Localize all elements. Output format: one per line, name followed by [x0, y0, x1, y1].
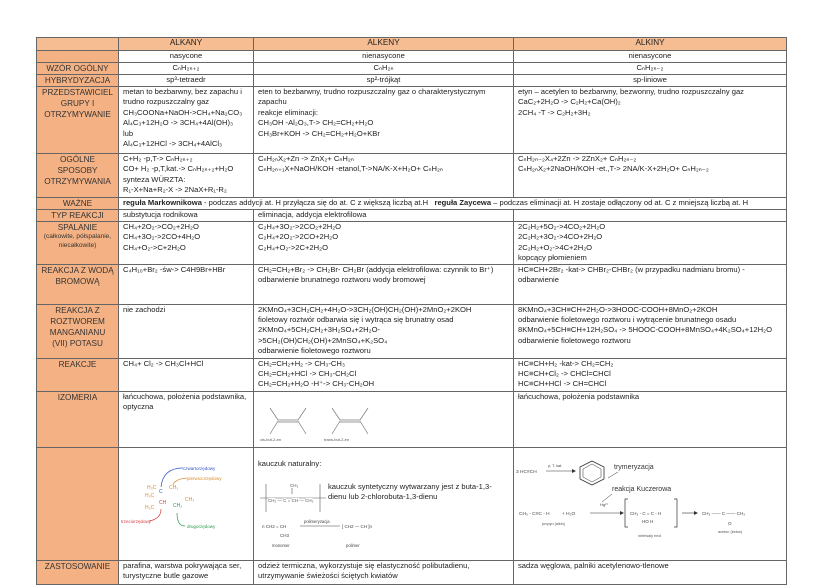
acetylene-substrate: 3 HC≡CH — [516, 469, 537, 475]
row-label: TYP REAKCJI — [37, 210, 119, 222]
row-label: HYBRYDYZACJA — [37, 75, 119, 87]
svg-text:H₃C: H₃C — [145, 504, 155, 511]
rules-cell — [119, 198, 787, 210]
cell-alkany: CH₄+2O₂->CO₂+2H₂O CH₄+3O₂->2CO+4H₂O CH₄+O₂->C+2H₂O — [119, 222, 254, 265]
mercury-catalyst: Hg²⁺ — [600, 501, 609, 507]
svg-text:CH₃: CH₃ — [290, 482, 299, 488]
synthetic-rubber-text: kauczuk syntetyczny wytwarzany jest z buta-1,3-dienu lub 2-chlorobuta-1,3-dienu — [328, 481, 492, 502]
cell-alkiny: etyn – acetylen to bezbarwny, bezwonny, trudno rozpuszczalny gaz CaC₂+2H₂O -> C₂H₂+Ca(OH)₂ 2CH₄ -T -> C₂H₂+3H₂ — [514, 87, 787, 154]
label-empty — [37, 448, 119, 561]
svg-text:CH₂ — C = CH — CH₂: CH₂ — C = CH — CH₂ — [268, 497, 314, 503]
trimerization-conditions: p, T, kat. — [548, 463, 563, 468]
svg-text:n CH2 = CH: n CH2 = CH — [262, 523, 287, 529]
svg-text:CH: CH — [159, 499, 167, 506]
cell-alkeny-isomers — [254, 391, 514, 448]
cell-alkeny: CH₂=CH₂+H₂ -> CH₃-CH₃ CH₂=CH₂+HCl -> CH₃-CH₂Cl CH₂=CH₂+H₂O -H⁺-> CH₃-CH₂OH — [254, 358, 514, 391]
alkany-carbon-order-diagram — [119, 448, 254, 561]
natural-rubber-label: kauczuk naturalny: — [258, 458, 322, 468]
row-diagramy — [37, 448, 787, 561]
cell-alkany: metan to bezbarwny, bez zapachu i trudno rozpuszczalny gaz CH₃COONa+NaOH->CH₄+Na₂CO₃ Al₄C₃+12H₂O -> 3CH₄+4Al(OH)₃ lub Al₄C₃+12HCl -> 3CH₄+4AlCl₃ — [119, 87, 254, 154]
row-label — [37, 222, 119, 265]
cell-alkeny: eliminacja, addycja elektrofilowa — [254, 210, 514, 222]
row-bromowa — [37, 264, 787, 304]
hydrocarbons-table — [36, 37, 787, 585]
row-izomeria — [37, 391, 787, 448]
header-empty — [37, 38, 119, 51]
cell-alkeny: CH₂=CH₂+Br₂ -> CH₂Br- CH₂Br (addycja elektrofilowa: czynnik to Br⁺) odbarwienie brunatnego roztworu wody bromowej — [254, 264, 514, 304]
quaternary-label: czwartorzędowy — [183, 465, 216, 471]
header-alkany: ALKANY — [119, 38, 254, 51]
cell-alkany: CₙH₂ₙ₊₂ — [119, 63, 254, 75]
row-wazne — [37, 198, 787, 210]
cell-alkeny: C₂H₄+3O₂->2CO₂+2H₂O C₂H₄+2O₂->2CO+2H₂O C₂H₄+O₂->2C+2H₂O — [254, 222, 514, 265]
cell-alkeny: CₙH₂ₙ — [254, 63, 514, 75]
cell-alkiny: sadza węglowa, palniki acetylenowo-tlenowe — [514, 561, 787, 585]
svg-text:H₃C: H₃C — [145, 492, 155, 499]
row-zastosowanie — [37, 561, 787, 585]
row-typ — [37, 210, 787, 222]
propyne-formula: CH₃ - C≡C - H — [519, 511, 550, 517]
cell-alkeny: eten to bezbarwny, trudno rozpuszczalny gaz o charakterystycznym zapachu reakcje eliminacji: CH₃OH -Al₂O₃,T-> CH₂=CH₂+H₂O CH₃Br+KOH -> CH₂=CH₂+H₂O+KBr — [254, 87, 514, 154]
markownikow-rule-title: reguła Markownikowa — [123, 198, 202, 207]
tertiary-label: trzeciorzędowy — [121, 518, 152, 524]
label-sub: (całkowite, półspalanie, niecałkowite) — [43, 233, 112, 249]
cell-alkiny: 8KMnO₄+3CH≡CH+2H₂O->3HOOC-COOH+8MnO₂+2KOH odbarwienie fioletowego roztworu i wytrącenie brunatnego osadu 8KMnO₄+5CH≡CH+12H₂SO₄ -> 5HOOC-COOH+8MnSO₄+4K₂SO₄+12H₂O odbarwienie fioletowego roztworu — [514, 304, 787, 358]
cell-alkiny: CₙH₂ₙ₋₂ — [514, 63, 787, 75]
row-label: REAKCJE — [37, 358, 119, 391]
water-reagent: + H₂O — [562, 511, 576, 517]
label-empty — [37, 51, 119, 63]
markownikow-rule-text: - podczas addycji at. H przyłącza się do at. C z większą liczbą at.H — [201, 198, 429, 207]
alkeny-rubber-cell — [254, 448, 514, 561]
polymerization-diagram — [258, 516, 418, 550]
isooctane-structure — [145, 485, 194, 511]
cell-alkany: nasycone — [119, 51, 254, 63]
row-nasycenie — [37, 51, 787, 63]
cis-label: cis-but-2-en — [260, 437, 282, 443]
row-label: PRZEDSTAWICIEL GRUPY I OTRZYMYWANIE — [37, 87, 119, 154]
monomer-label: monomer — [272, 542, 290, 548]
propyne-label: propyn (alkin) — [542, 521, 566, 526]
cell-alkiny: CₙH₂ₙ₋₂X₄+2Zn -> 2ZnX₂+ CₙH₂ₙ₋₂ CₙH₂ₙX₂+2NaOH/KOH -et.,T-> 2NA/K-X+2H₂O+ CₙH₂ₙ₋₂ — [514, 154, 787, 198]
row-label: ZASTOSOWANIE — [37, 561, 119, 585]
polymer-label: polimer — [346, 542, 360, 548]
cell-alkiny: HC≡CH+2Br₂ -kat-> CHBr₂-CHBr₂ (w przypadku nadmiaru bromu) - odbarwienie — [514, 264, 787, 304]
label-main: SPALANIE — [57, 223, 98, 232]
benzene-ring-icon — [580, 461, 604, 485]
cell-alkany: C+H₂ -p,T-> CₙH₂ₙ₊₂ CO+ H₂ -p,T,kat.-> CₙH₂ₙ₊₂+H₂O synteza WÜRZTA: R₁-X+Na+R₂-X -> 2NaX+R₁-R₂ — [119, 154, 254, 198]
cell-alkany: sp³-tetraedr — [119, 75, 254, 87]
cis-trans-diagram — [254, 402, 512, 444]
header-row — [37, 38, 787, 51]
row-wzor — [37, 63, 787, 75]
polymerization-label: polimeryzacja — [304, 518, 330, 524]
cell-alkiny: 2C₂H₂+5O₂->4CO₂+2H₂O 2C₂H₂+3O₂->4CO+2H₂O 2C₂H₂+O₂->4C+2H₂O kopcący płomieniem — [514, 222, 787, 265]
cell-alkany: parafina, warstwa pokrywająca ser, turystyczne butle gazowe — [119, 561, 254, 585]
secondary-label: drugorzędowy — [187, 523, 216, 529]
cell-alkany: łańcuchowa, położenia podstawnika, optyczna — [119, 391, 254, 448]
acetone-label: aceton (keton) — [718, 529, 743, 534]
svg-text:H₃C: H₃C — [147, 484, 157, 491]
cell-alkeny: sp²-trójkąt — [254, 75, 514, 87]
primary-label: pierwszorzędowy — [187, 475, 222, 481]
row-hybrydyzacja — [37, 75, 787, 87]
svg-text:[ CH2 — CH ]n: [ CH2 — CH ]n — [342, 523, 373, 529]
row-label: REAKCJA Z ROZTWOREM MANGANIANU (VII) POTASU — [37, 304, 119, 358]
trimerization-label: trymeryzacja — [614, 463, 654, 471]
cell-alkiny: łańcuchowa, położenia podstawnika — [514, 391, 787, 448]
row-manganian — [37, 304, 787, 358]
svg-text:CH₃: CH₃ — [185, 496, 195, 503]
svg-text:CH₃ - C = C - H: CH₃ - C = C - H — [630, 510, 662, 516]
row-reakcje — [37, 358, 787, 391]
svg-text:HO H: HO H — [642, 518, 654, 524]
row-label: REAKCJA Z WODĄ BROMOWĄ — [37, 264, 119, 304]
zaycew-rule-title: reguła Zaycewa — [434, 198, 492, 207]
cell-alkany: nie zachodzi — [119, 304, 254, 358]
natural-rubber-structure — [258, 480, 328, 516]
zaycew-rule-text: – podczas eliminacji at. H zostaje odłączony od at. C z mniejszą liczbą at. H — [491, 198, 749, 207]
svg-text:CH₃: CH₃ — [169, 484, 179, 491]
header-alkeny: ALKENY — [254, 38, 514, 51]
svg-text:O: O — [728, 520, 732, 526]
row-przedstawiciel — [37, 87, 787, 154]
cell-alkeny: nienasycone — [254, 51, 514, 63]
alkiny-reactions-diagram — [514, 448, 787, 561]
row-label: OGÓLNE SPOSOBY OTRZYMYWANIA — [37, 154, 119, 198]
cell-alkeny: CₙH₂ₙX₂+Zn -> ZnX₂+ CₙH₂ₙ CₙH₂ₙ₊₁X+NaOH/KOH -etanol,T->NA/K-X+H₂O+ CₙH₂ₙ — [254, 154, 514, 198]
cell-alkeny: 2KMnO₄+3CH₂CH₂+4H₂O->3CH₂(OH)CH₂(OH)+2MnO₂+2KOH fioletowy roztwór odbarwia się i wytrąca się brunatny osad 2KMnO₄+5CH₂CH₂+3H₂SO₄+2H₂O- >5CH₂(OH)CH₂(OH)+2MnSO₄+K₂SO₄ odbarwienie fioletowego roztworu — [254, 304, 514, 358]
cell-alkany: CH₄+ Cl₂ -> CH₃Cl+HCl — [119, 358, 254, 391]
cell-alkiny — [514, 210, 787, 222]
cell-alkiny: sp-liniowe — [514, 75, 787, 87]
svg-text:CH₃ —— C —— CH₃: CH₃ —— C —— CH₃ — [702, 510, 745, 516]
cell-alkiny: HC≡CH+H₂ -kat-> CH₂=CH₂ HC≡CH+Cl₂ -> CHCl=CHCl HC≡CH+HCl -> CH=CHCl — [514, 358, 787, 391]
enol-label: nietrwały enol — [638, 533, 662, 538]
cell-alkany: substytucja rodnikowa — [119, 210, 254, 222]
row-label: IZOMERIA — [37, 391, 119, 448]
svg-text:CH3: CH3 — [280, 532, 290, 538]
row-label: WAŻNE — [37, 198, 119, 210]
svg-text:C: C — [159, 488, 163, 495]
kucherov-label: reakcja Kuczerowa — [612, 485, 672, 493]
cell-alkiny: nienasycone — [514, 51, 787, 63]
trans-label: trans-but-2-en — [324, 437, 350, 443]
row-spalanie — [37, 222, 787, 265]
row-sposoby — [37, 154, 787, 198]
cell-alkeny: odzież termiczna, wykorzystuje się elastyczność polibutadienu, utrzymywanie świeżości ściętych kwiatów — [254, 561, 514, 585]
cell-alkany: C₄H₁₀+Br₂ -św-> C4H9Br+HBr — [119, 264, 254, 304]
header-alkiny: ALKINY — [514, 38, 787, 51]
row-label: WZÓR OGÓLNY — [37, 63, 119, 75]
svg-text:CH₂: CH₂ — [173, 502, 183, 509]
